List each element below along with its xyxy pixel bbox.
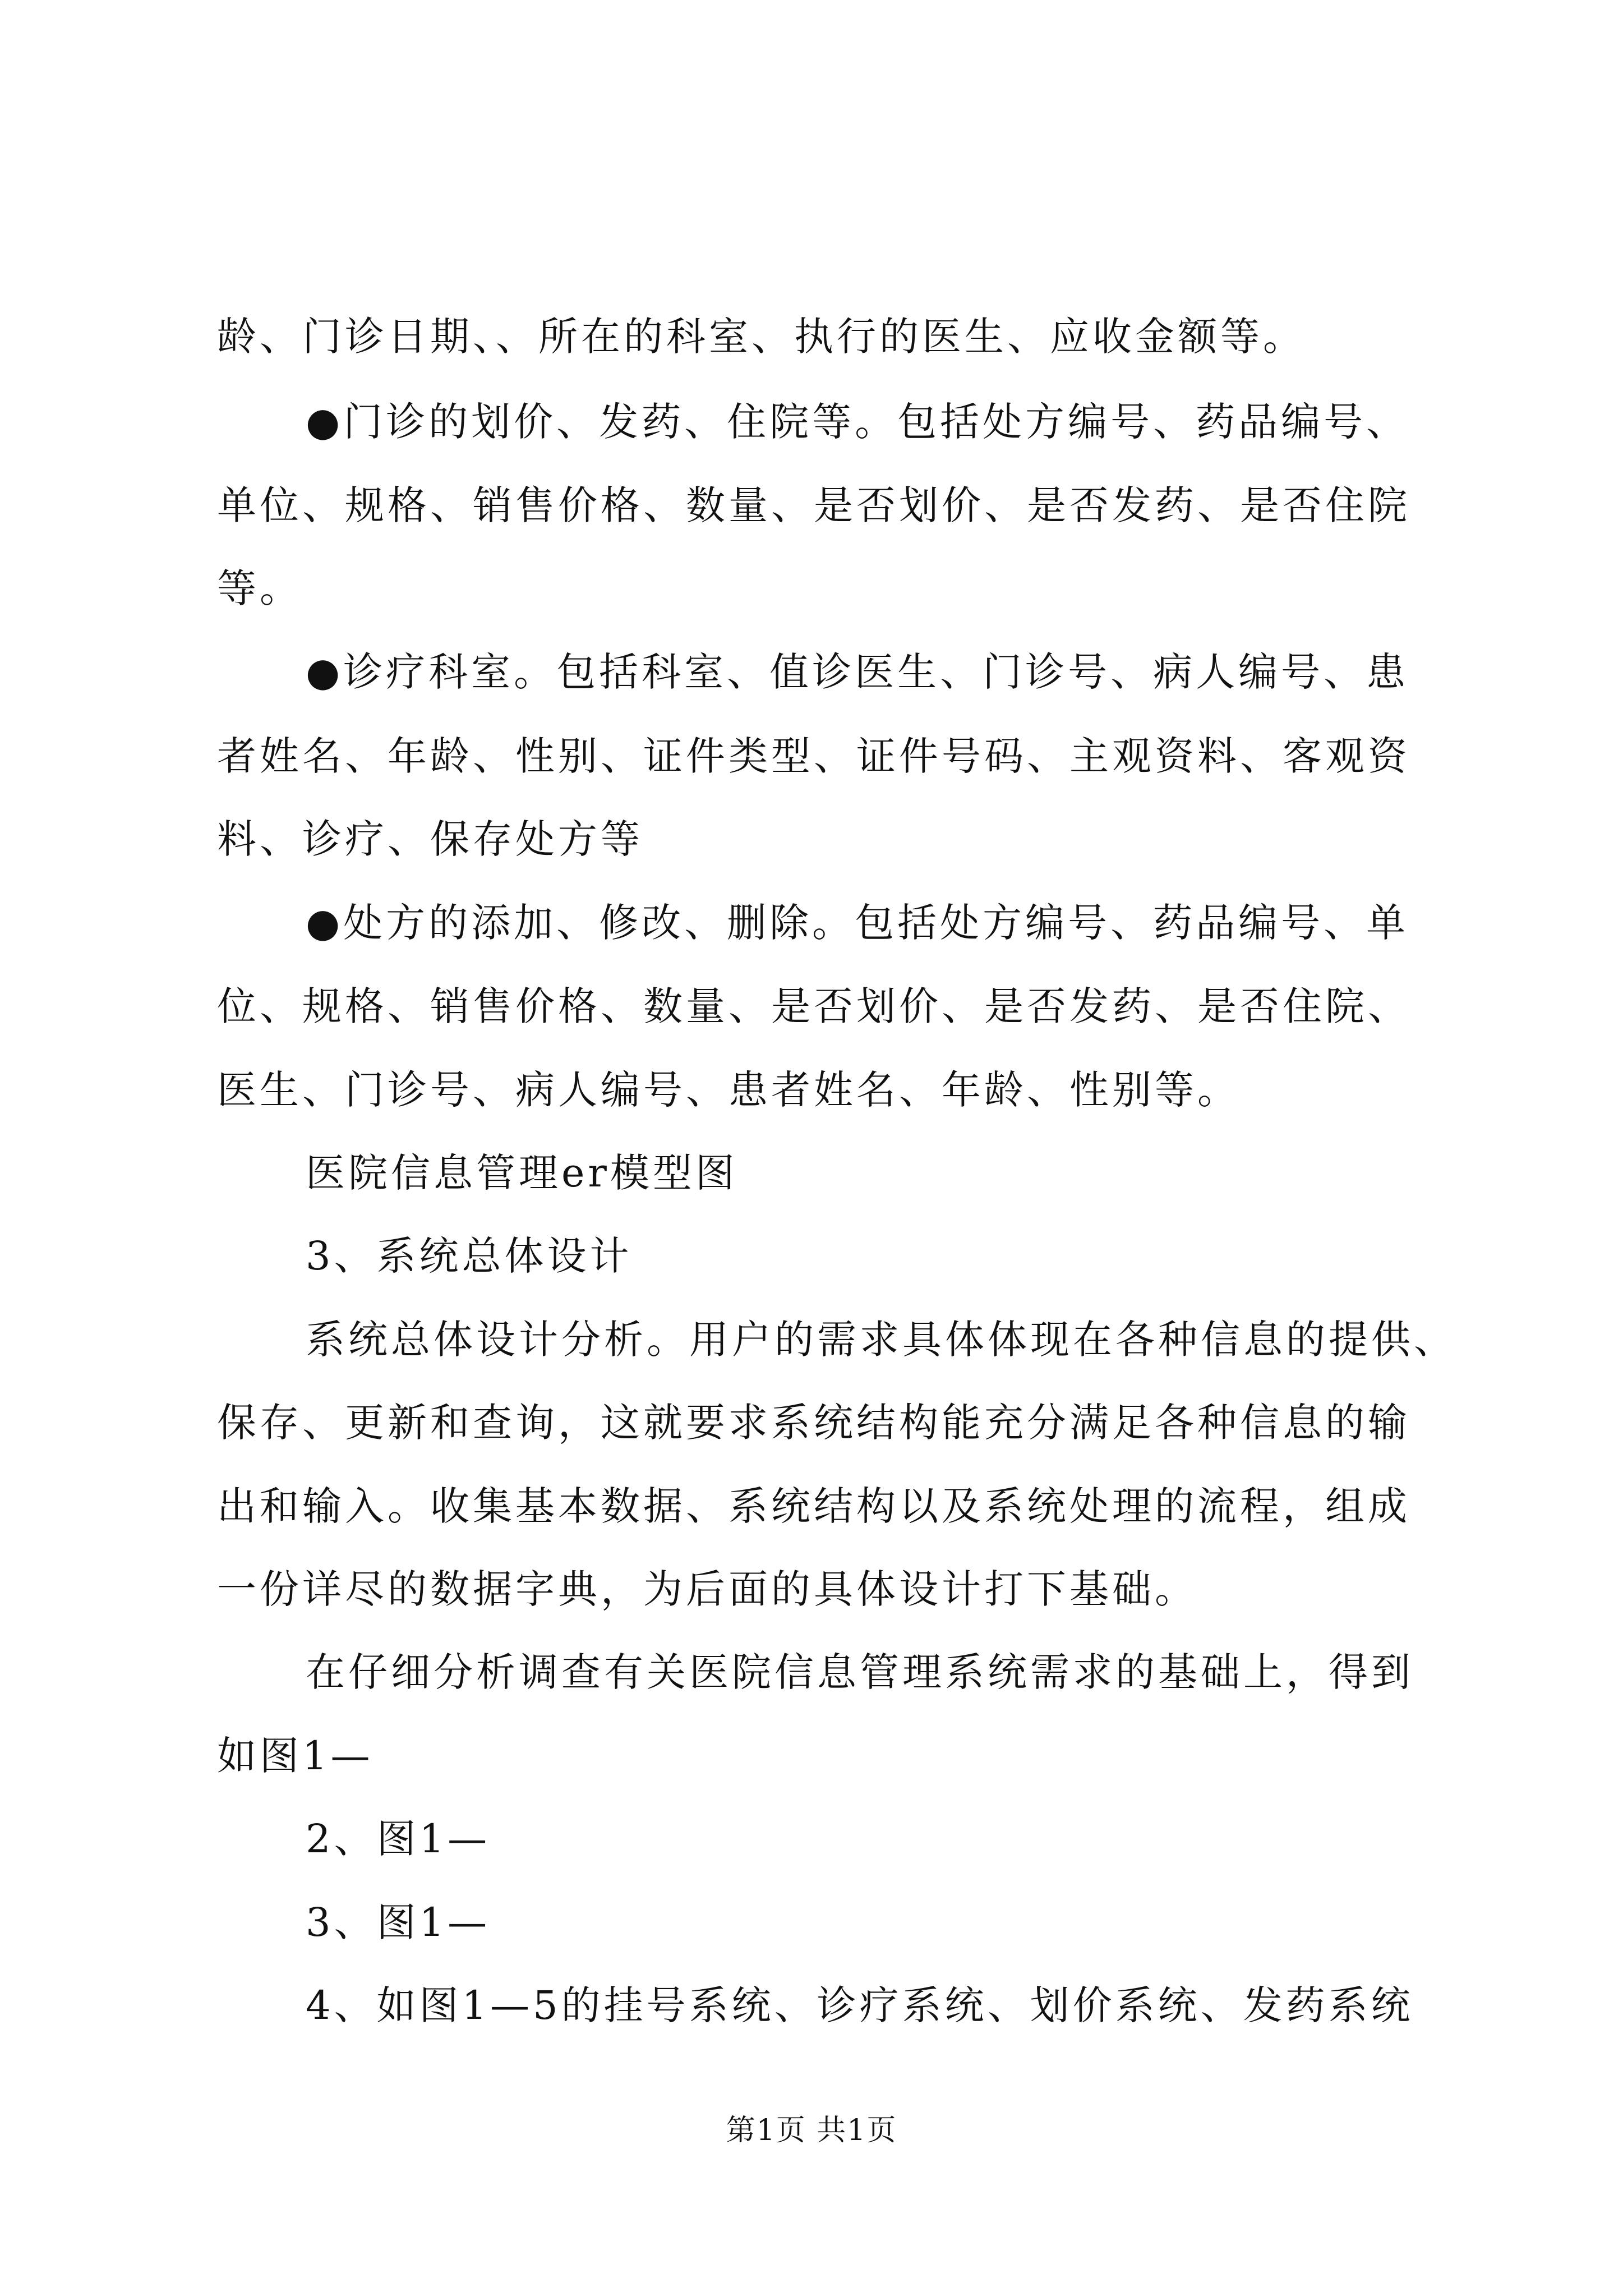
- text-line-18: 如图1—: [217, 1733, 374, 1779]
- text-line-13: 系统总体设计分析。用户的需求具体体现在各种信息的提供、: [306, 1317, 1456, 1363]
- section-heading: 3、系统总体设计: [306, 1233, 633, 1279]
- bullet-item-outpatient: ●门诊的划价、发药、住院等。包括处方编号、药品编号、: [306, 399, 1409, 445]
- bullet-item-department: ●诊疗科室。包括科室、值诊医生、门诊号、病人编号、患: [306, 649, 1409, 695]
- text-line-9: 位、规格、销售价格、数量、是否划价、是否发药、是否住院、: [217, 983, 1410, 1029]
- text-line-17: 在仔细分析调查有关医院信息管理系统需求的基础上，得到: [306, 1649, 1414, 1695]
- text-line-1: 龄、门诊日期、、所在的科室、执行的医生、应收金额等。: [217, 314, 1306, 360]
- bullet-item-prescription: ●处方的添加、修改、删除。包括处方编号、药品编号、单: [306, 900, 1409, 946]
- text-line-7: 料、诊疗、保存处方等: [217, 816, 643, 862]
- text-line-20: 3、图1—: [306, 1899, 491, 1945]
- text-line-14: 保存、更新和查询，这就要求系统结构能充分满足各种信息的输: [217, 1400, 1410, 1446]
- text-line-16: 一份详尽的数据字典，为后面的具体设计打下基础。: [217, 1566, 1197, 1612]
- er-model-caption: 医院信息管理er模型图: [306, 1150, 738, 1196]
- page-footer: 第1页 共1页: [726, 2114, 897, 2147]
- text-line-6: 者姓名、年龄、性别、证件类型、证件号码、主观资料、客观资: [217, 733, 1410, 779]
- text-line-3: 单位、规格、销售价格、数量、是否划价、是否发药、是否住院: [217, 482, 1410, 528]
- text-line-15: 出和输入。收集基本数据、系统结构以及系统处理的流程，组成: [217, 1483, 1410, 1529]
- text-line-21: 4、如图1—5的挂号系统、诊疗系统、划价系统、发药系统: [306, 1982, 1414, 2028]
- text-line-10: 医生、门诊号、病人编号、患者姓名、年龄、性别等。: [217, 1067, 1240, 1113]
- text-line-19: 2、图1—: [306, 1816, 491, 1862]
- text-line-4: 等。: [217, 565, 302, 611]
